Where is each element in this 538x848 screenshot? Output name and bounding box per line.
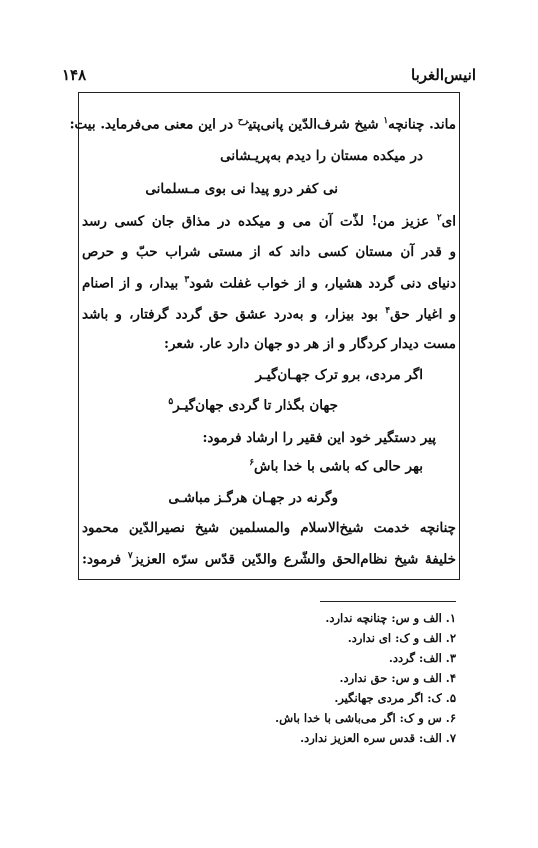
verse-line-6: وگرنه در جهـان هرگـز مباشـی bbox=[168, 490, 338, 506]
verse-line-2: نی کفر درو پیدا نی بوی مـسلمانی bbox=[145, 181, 338, 197]
running-title: انیس‌الغربا bbox=[411, 66, 476, 84]
footnote-4: ۴. الف و س: حق ندارد. bbox=[339, 671, 456, 685]
verse-line-4: جهان بگذار تا گردی جهان‌گیـر$^۵$ bbox=[168, 397, 338, 414]
verse-line-5: بهر حالی که باشی با خدا باش$^۶$ bbox=[249, 458, 423, 475]
body-line-6: مست دیدار کردگار و از هر دو جهان دارد عار. شعر: bbox=[163, 336, 456, 352]
body-line-5: و اغیار حق$^۴$ بود بیزار، و به‌درد عشق حق گردد گرفتار، و باشد bbox=[82, 306, 456, 323]
body-line-3: و قدر آن مستان کسی داند که از مستی شراب حبّ و حرص bbox=[82, 244, 456, 260]
footnote-3: ۳. الف: گردد. bbox=[388, 651, 456, 665]
body-line-2: ای$^۲$ عزیز من! لذّت آن می و میکده در مذاق جان کسی رسد bbox=[82, 213, 456, 230]
body-line-9: خلیفهٔ شیخ نظام‌الحق والشّرع والدّین قدّس سرّه العزیز$^۷$ فرمود: bbox=[82, 551, 457, 568]
footnote-5: ۵. ک: اگر مردی جهانگیر. bbox=[334, 691, 456, 705]
body-line-7: پیر دستگیر خود این فقیر را ارشاد فرمود: bbox=[202, 430, 436, 446]
footnote-2: ۲. الف و ک: ای ندارد. bbox=[347, 631, 456, 645]
body-line-1: ماند. چنانچه$^۱$ شیخ شرف‌الدّین پانی‌پتی$^{رح}$ در این معنی می‌فرماید. بیت: bbox=[69, 116, 456, 133]
verse-line-3: اگر مردی، برو ترک جهـان‌گیـر bbox=[255, 367, 423, 383]
page-number: ۱۴۸ bbox=[62, 66, 87, 84]
footnote-6: ۶. س و ک: اگر می‌باشی با خدا باش. bbox=[275, 711, 456, 725]
footnote-1: ۱. الف و س: چنانچه ندارد. bbox=[325, 611, 456, 625]
body-line-4: دنیای دنی گردد هشیار، و از خواب غفلت شود$^۳$ بیدار، و از اصنام bbox=[82, 275, 456, 292]
footnote-separator bbox=[320, 601, 456, 602]
body-line-8: چنانچه خدمت شیخ‌الاسلام والمسلمین شیخ نصیرالدّین محمود bbox=[82, 520, 456, 536]
verse-line-1: در میکده مستان را دیدم به‌پریـشانی bbox=[220, 148, 423, 164]
page-header bbox=[62, 66, 476, 88]
footnote-7: ۷. الف: قدس سره العزیز ندارد. bbox=[300, 731, 456, 745]
